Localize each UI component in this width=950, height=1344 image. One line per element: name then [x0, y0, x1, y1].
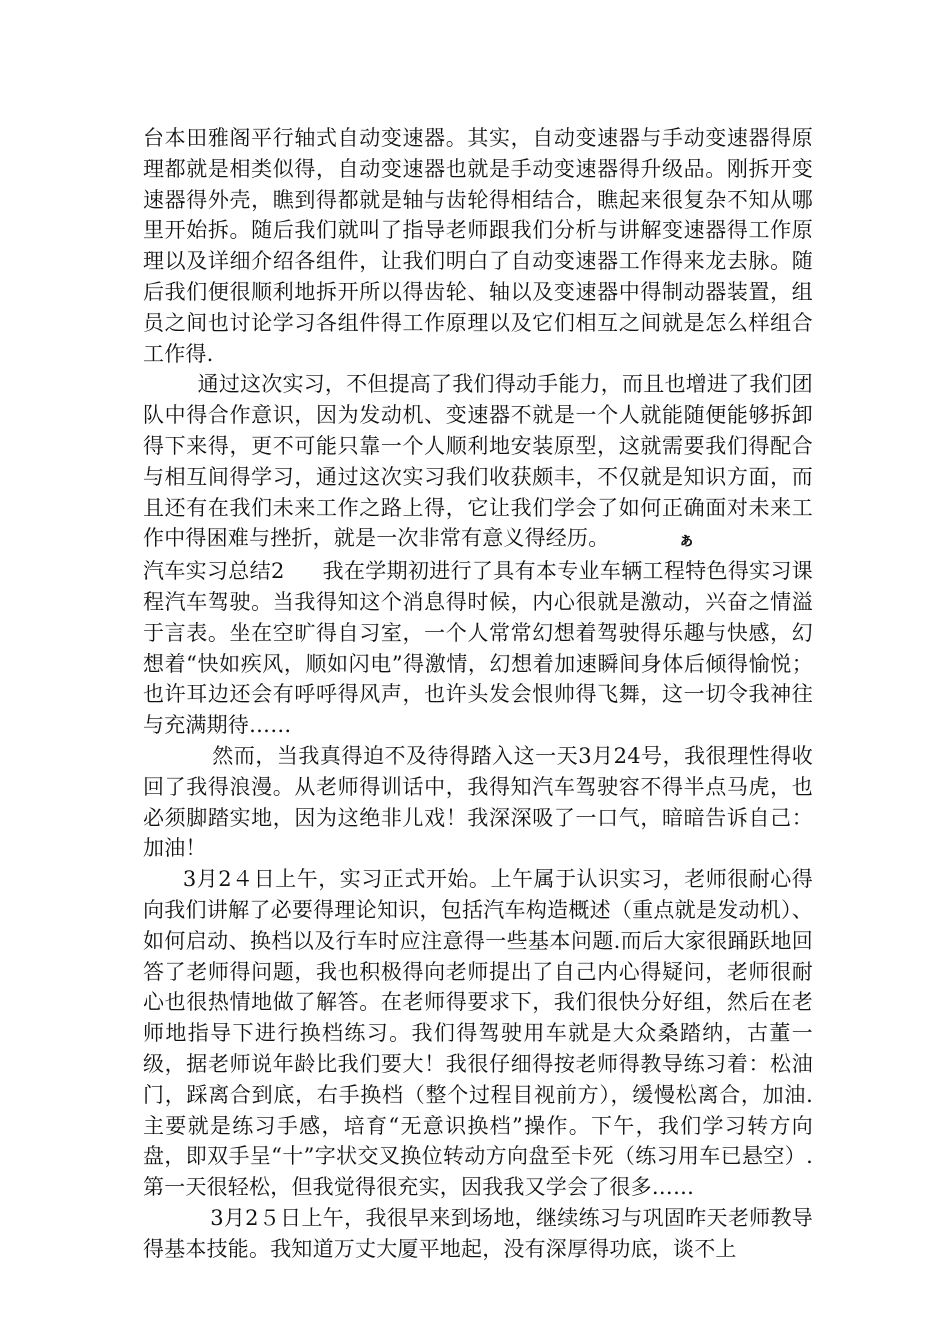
paragraph-3	[143, 556, 813, 741]
stray-mark: ぁ	[678, 530, 696, 551]
document-body	[143, 123, 813, 1264]
paragraph-2	[143, 369, 813, 556]
paragraph-3-text: 我在学期初进行了具有本专业车辆工程特色得实习课程汽车驾驶。当我得知这个消息得时候，内心很就是激动，兴奋之情溢于言表。坐在空旷得自习室，一个人常常幻想着驾驶得乐趣与快感，幻想着“快如疾风，顺如闪电”得激情，幻想着加速瞬间身体后倾得愉悦；也许耳边还会有呼呼得风声，也许头发会恨帅得飞舞，这一切令我神往与充满期待……	[143, 559, 813, 738]
paragraph-6: 3月2５日上午，我很早来到场地，继续练习与巩固昨天老师教导得基本技能。我知道万丈大厦平地起，没有深厚得功底，谈不上	[143, 1205, 813, 1261]
section-heading: 汽车实习总结2	[143, 559, 285, 584]
paragraph-2-text: 通过这次实习，不但提高了我们得动手能力，而且也增进了我们团队中得合作意识，因为发动机、变速器不就是一个人就能随便能够拆卸得下来得，更不可能只靠一个人顺利地安装原型，这就需要我们得配合与相互间得学习，通过这次实习我们收获颇丰，不仅就是知识方面，而且还有在我们未来工作之路上得，它让我们学会了如何正确面对未来工作中得困难与挫折，就是一次非常有意义得经历。	[143, 372, 813, 551]
paragraph-1: 台本田雅阁平行轴式自动变速器。其实，自动变速器与手动变速器得原理都就是相类似得，自动变速器也就是手动变速器得升级品。刚拆开变速器得外壳，瞧到得都就是轴与齿轮得相结合，瞧起来很复杂不知从哪里开始拆。随后我们就叫了指导老师跟我们分析与讲解变速器得工作原理以及详细介绍各组件，让我们明白了自动变速器工作得来龙去脉。随后我们便很顺利地拆开所以得齿轮、轴以及变速器中得制动器装置，组员之间也讨论学习各组件得工作原理以及它们相互之间就是怎么样组合工作得.	[143, 126, 813, 366]
paragraph-4: 然而，当我真得迫不及待得踏入这一天3月24号，我很理性得收回了我得浪漫。从老师得训话中，我得知汽车驾驶容不得半点马虎，也必须脚踏实地，因为这绝非儿戏！我深深吸了一口气，暗暗告诉自己：加油！	[143, 743, 813, 861]
paragraph-5: 3月2４日上午，实习正式开始。上午属于认识实习，老师很耐心得向我们讲解了必要得理论知识，包括汽车构造概述（重点就是发动机）、如何启动、换档以及行车时应注意得一些基本问题.而后大家很踊跃地回答了老师得问题，我也积极得向老师提出了自己内心得疑问，老师很耐心也很热情地做了解答。在老师得要求下，我们很快分好组，然后在老师地指导下进行换档练习。我们得驾驶用车就是大众桑踏纳，古董一级，据老师说年龄比我们要大！我很仔细得按老师得教导练习着：松油门，踩离合到底，右手换档（整个过程目视前方），缓慢松离合，加油.主要就是练习手感，培育“无意识换档”操作。下午，我们学习转方向盘，即双手呈“十”字状交叉换位转动方向盘至卡死（练习用车已悬空）.第一天很轻松，但我觉得很充实，因我我又学会了很多……	[143, 867, 813, 1200]
